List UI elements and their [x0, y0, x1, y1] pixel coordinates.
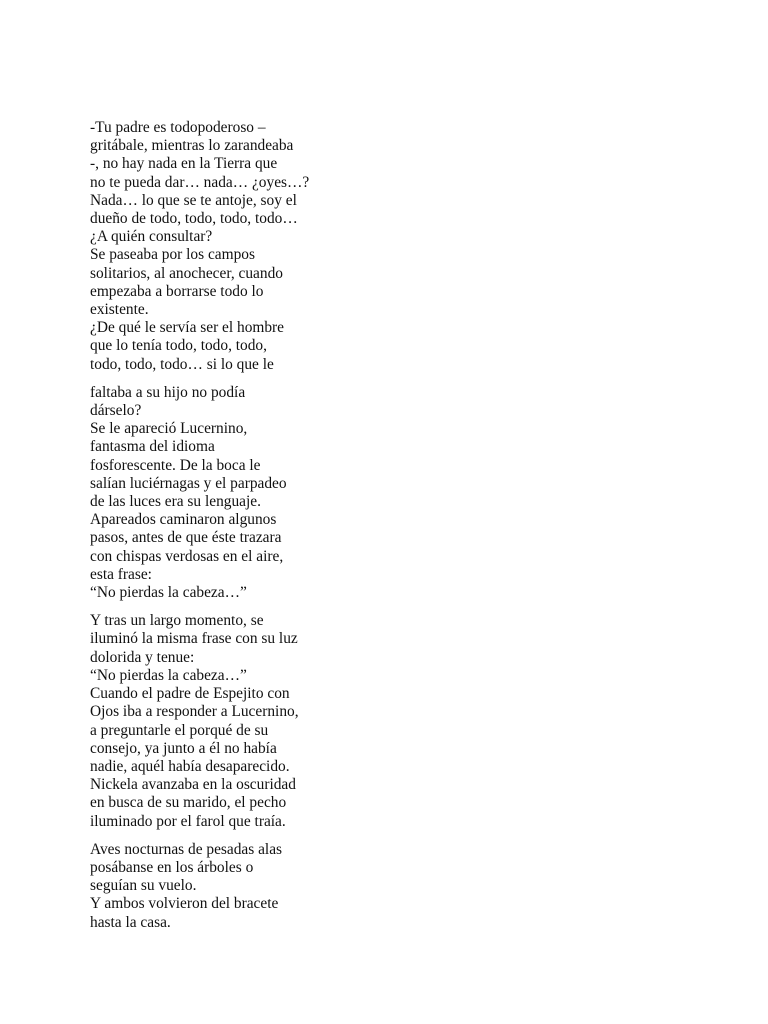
text-line: Apareados caminaron algunos	[90, 511, 277, 529]
text-line: que lo tenía todo, todo, todo,	[90, 337, 267, 355]
text-line: fantasma del idioma	[90, 438, 215, 456]
text-line: Se paseaba por los campos	[90, 246, 255, 264]
text-line: Ojos iba a responder a Lucernino,	[90, 703, 299, 721]
text-line: dárselo?	[90, 402, 142, 420]
text-line: “No pierdas la cabeza…”	[90, 584, 247, 602]
text-line: dueño de todo, todo, todo, todo…	[90, 210, 298, 228]
text-line: nadie, aquél había desaparecido.	[90, 757, 290, 775]
text-line: de las luces era su lenguaje.	[90, 493, 261, 511]
text-line: faltaba a su hijo no podía	[90, 383, 246, 401]
text-line: a preguntarle el porqué de su	[90, 721, 269, 739]
text-line: Nickela avanzaba en la oscuridad	[90, 776, 296, 794]
story-text	[90, 119, 330, 932]
text-line: “No pierdas la cabeza…”	[90, 666, 247, 684]
text-line: no te pueda dar… nada… ¿oyes…?	[90, 173, 310, 191]
text-line: consejo, ya junto a él no había	[90, 739, 277, 757]
text-line: Cuando el padre de Espejito con	[90, 685, 290, 703]
text-line: solitarios, al anochecer, cuando	[90, 264, 283, 282]
text-line: pasos, antes de que éste trazara	[90, 529, 282, 547]
text-line: Se le apareció Lucernino,	[90, 420, 248, 438]
text-line: ¿A quién consultar?	[90, 228, 213, 246]
text-line: Aves nocturnas de pesadas alas	[90, 840, 283, 858]
paragraph-gap	[90, 374, 330, 384]
paragraph-4	[90, 841, 330, 932]
text-line: en busca de su marido, el pecho	[90, 794, 287, 812]
text-line: iluminado por el farol que traía.	[90, 812, 286, 830]
text-line: posábanse en los árboles o	[90, 858, 254, 876]
text-line: con chispas verdosas en el aire,	[90, 547, 284, 565]
text-line: todo, todo, todo… si lo que le	[90, 355, 274, 373]
paragraph-gap	[90, 602, 330, 612]
text-line: -, no hay nada en la Tierra que	[90, 155, 278, 173]
paragraph-1	[90, 119, 330, 374]
text-line: iluminó la misma frase con su luz	[90, 630, 298, 648]
text-line: Y tras un largo momento, se	[90, 612, 264, 630]
text-line: Nada… lo que se te antoje, soy el	[90, 191, 297, 209]
text-line: seguían su vuelo.	[90, 877, 197, 895]
text-line: gritábale, mientras lo zarandeaba	[90, 137, 294, 155]
text-line: hasta la casa.	[90, 913, 171, 931]
paragraph-gap	[90, 831, 330, 841]
paragraph-3	[90, 612, 330, 830]
text-line: Y ambos volvieron del bracete	[90, 895, 279, 913]
text-line: dolorida y tenue:	[90, 648, 195, 666]
text-line: -Tu padre es todopoderoso –	[90, 119, 266, 136]
text-line: empezaba a borrarse todo lo	[90, 282, 264, 300]
text-line: fosforescente. De la boca le	[90, 456, 261, 474]
text-line: esta frase:	[90, 565, 152, 583]
text-line: ¿De qué le servía ser el hombre	[90, 319, 285, 337]
paragraph-2	[90, 384, 330, 602]
text-line: existente.	[90, 301, 149, 319]
text-line: salían luciérnagas y el parpadeo	[90, 474, 287, 492]
